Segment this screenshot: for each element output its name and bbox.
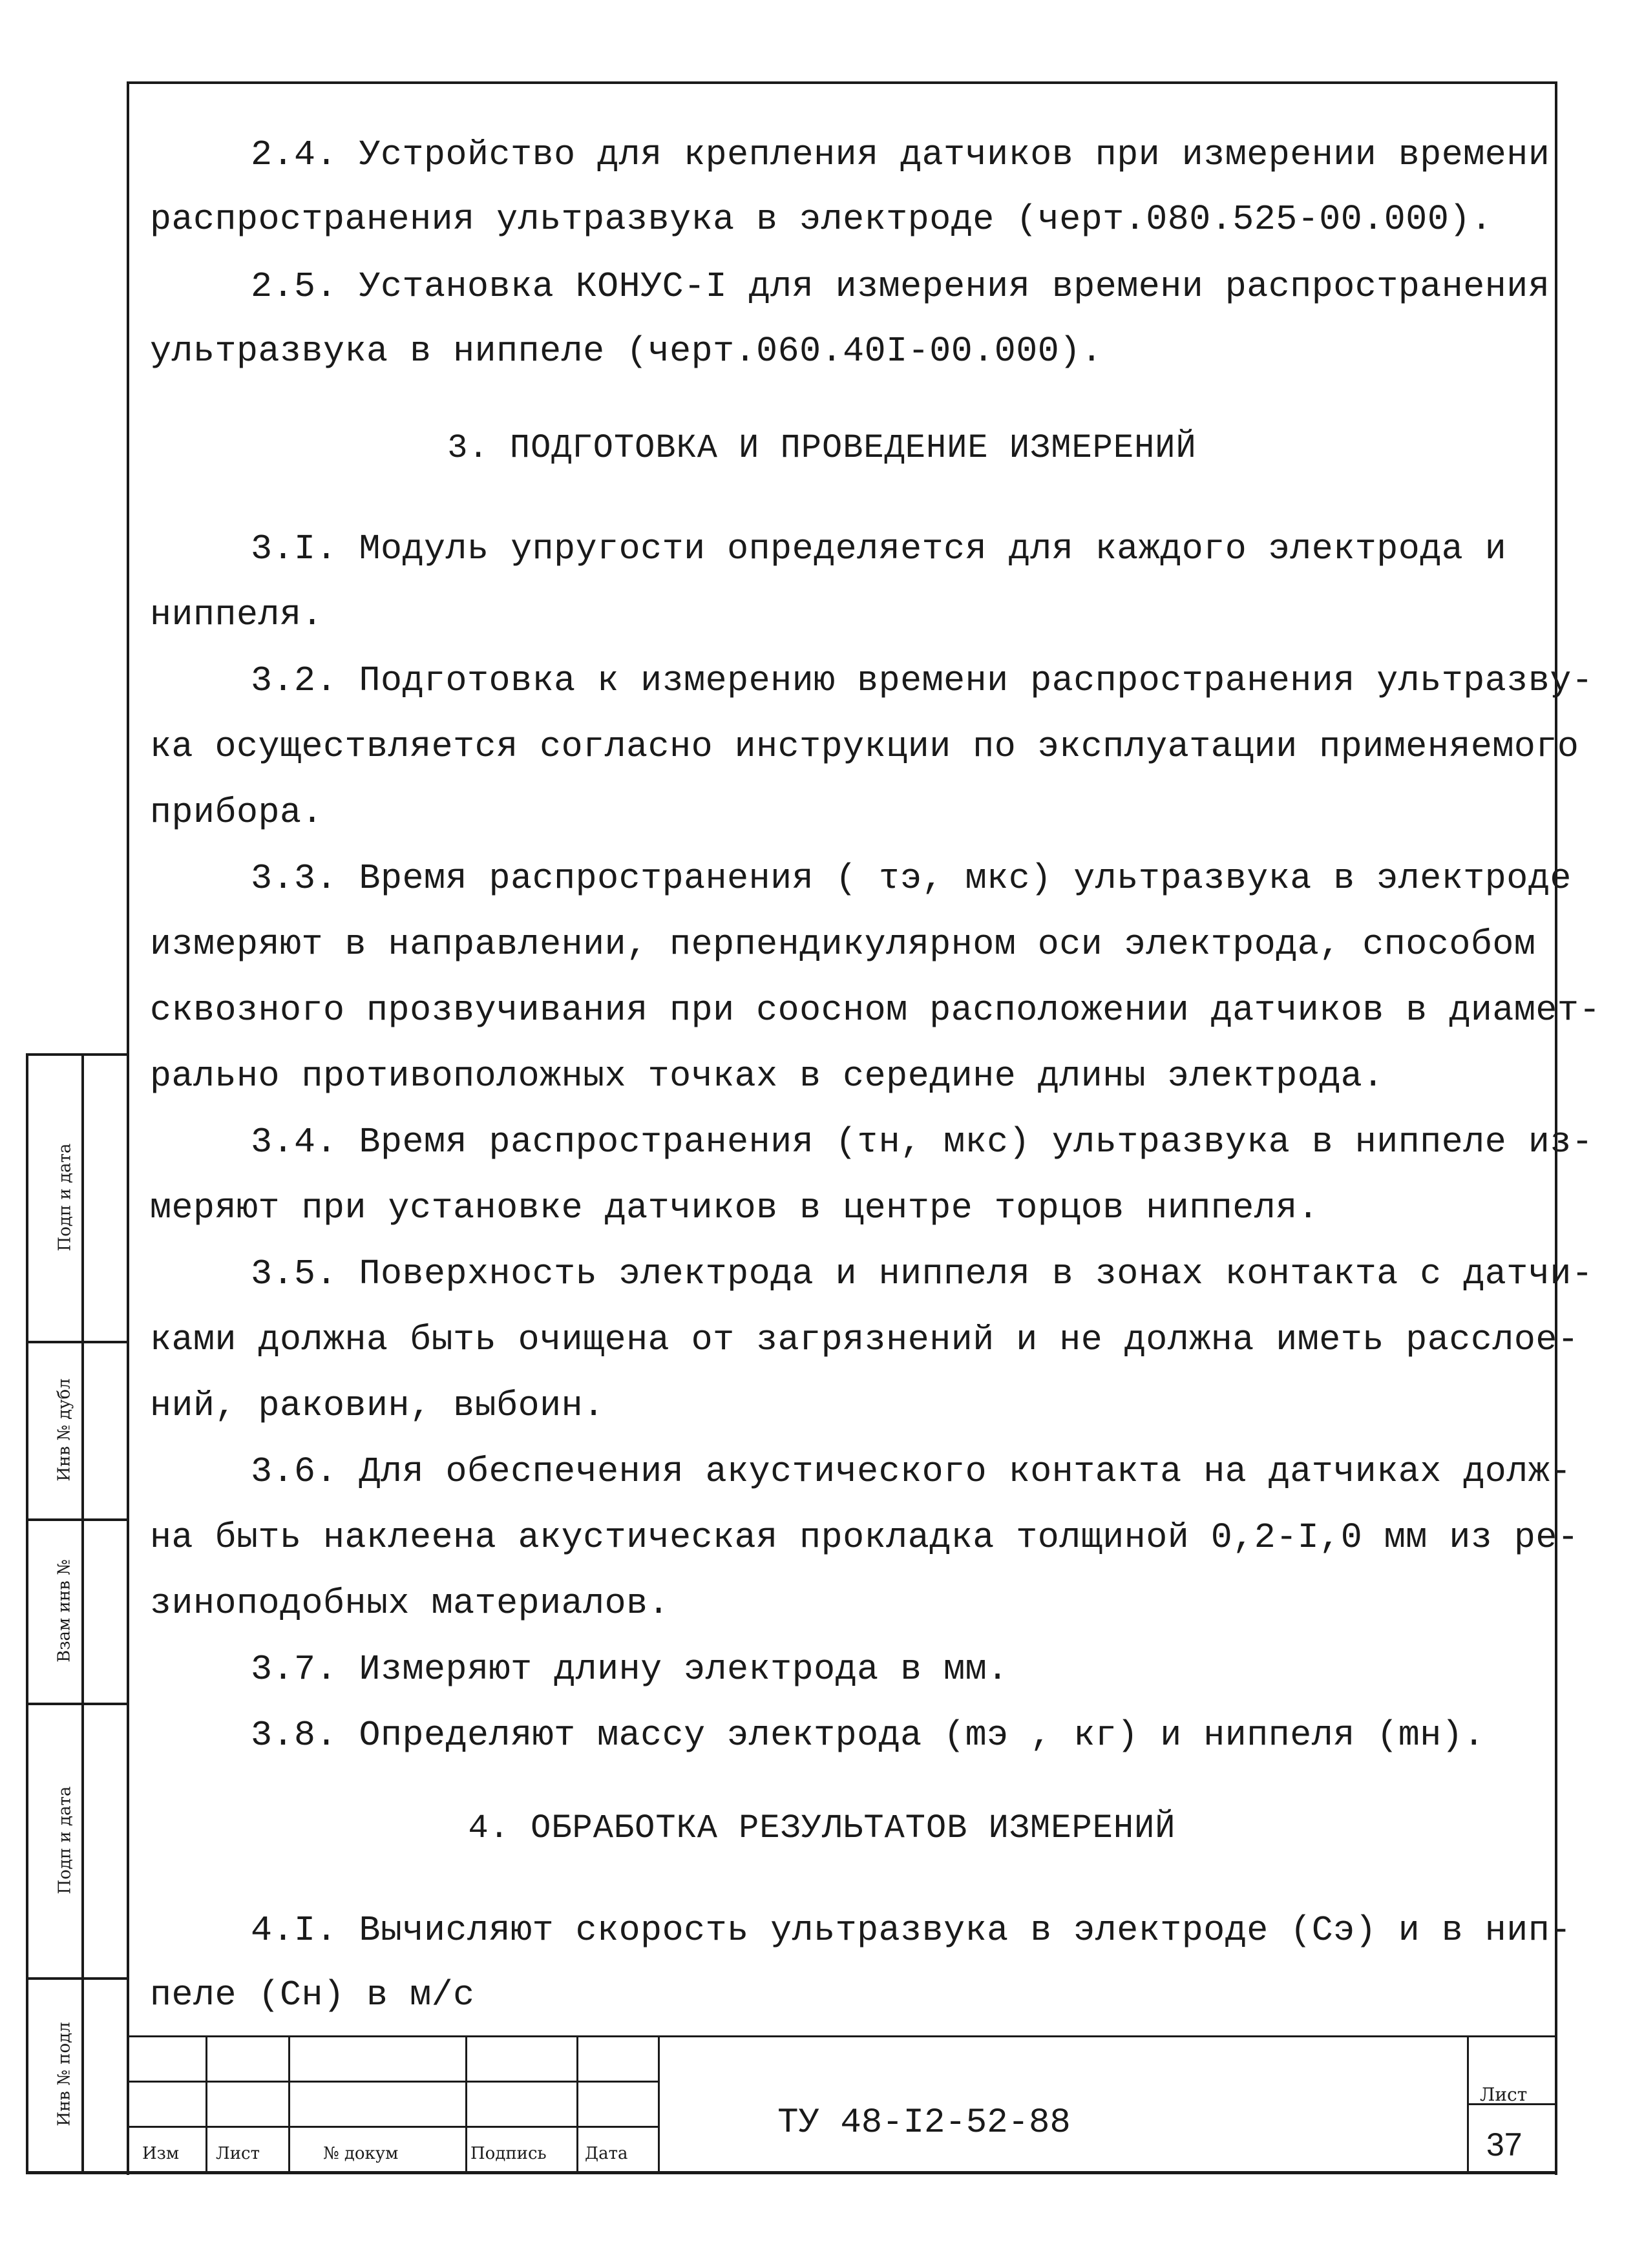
- stamp-label: Подп и дата: [55, 1143, 75, 1251]
- title-block-col: [658, 2035, 660, 2171]
- text-line: 3.6. Для обеспечения акустического контакта на датчиках долж-: [251, 1451, 1572, 1492]
- title-block-col: [465, 2035, 467, 2171]
- text-line: измеряют в направлении, перпендикулярном оси электрода, способом: [150, 924, 1536, 965]
- column-label-izm: Изм: [142, 2144, 180, 2163]
- text-line: на быть наклеена акустическая прокладка толщиной 0,2-I,0 мм из ре-: [150, 1517, 1579, 1558]
- text-line: меряют при установке датчиков в центре торцов ниппеля.: [150, 1188, 1320, 1228]
- text-line: зиноподобных материалов.: [150, 1583, 670, 1624]
- column-label-date: Дата: [585, 2144, 628, 2163]
- frame-bottom-border: [26, 2171, 1555, 2174]
- sheet-number: 37: [1486, 2126, 1523, 2163]
- text-line: 4.I. Вычисляют скорость ультразвука в электроде (Cэ) и в нип-: [251, 1910, 1572, 1951]
- margin-stamp: [26, 1053, 127, 2171]
- text-line: 3.4. Время распространения (τн, мкс) ультразвука в ниппеле из-: [251, 1122, 1594, 1162]
- title-block-row: [129, 2126, 658, 2128]
- text-line: ний, раковин, выбоин.: [150, 1385, 605, 1426]
- stamp-label: Взам инв №: [55, 1559, 75, 1663]
- text-line: сквозного прозвучивания при соосном расположении датчиков в диамет-: [150, 990, 1601, 1031]
- text-line: прибора.: [150, 792, 324, 833]
- title-block-top-border: [129, 2035, 1555, 2037]
- section-heading-4: 4. ОБРАБОТКА РЕЗУЛЬТАТОВ ИЗМЕРЕНИЙ: [468, 1809, 1176, 1847]
- sheet-label: Лист: [1480, 2084, 1528, 2105]
- text-line: ультразвука в ниппеле (черт.060.40I-00.000).: [150, 331, 1103, 372]
- column-label-list: Лист: [216, 2144, 260, 2163]
- column-label-signature: Подпись: [470, 2144, 547, 2163]
- stamp-border-left: [26, 1053, 28, 2171]
- text-line: 3.8. Определяют массу электрода (mэ , кг) и ниппеля (mн).: [251, 1715, 1485, 1756]
- section-heading-3: 3. ПОДГОТОВКА И ПРОВЕДЕНИЕ ИЗМЕРЕНИЙ: [447, 429, 1197, 467]
- stamp-label: Инв № дубл: [55, 1378, 74, 1482]
- text-line: распространения ультразвука в электроде (черт.080.525-00.000).: [150, 199, 1493, 240]
- title-block-col: [576, 2035, 578, 2171]
- stamp-divider: [81, 1053, 84, 2171]
- text-line: 3.2. Подготовка к измерению времени распространения ультразву-: [251, 660, 1594, 701]
- text-line: рально противоположных точках в середине длины электрода.: [150, 1056, 1384, 1097]
- stamp-label: Подп и дата: [55, 1786, 75, 1894]
- title-block-row: [129, 2081, 658, 2083]
- text-line: 3.7. Измеряют длину электрода в мм.: [251, 1649, 1009, 1690]
- text-line: пеле (Cн) в м/с: [150, 1975, 475, 2015]
- text-line: ка осуществляется согласно инструкции по эксплуатации применяемого: [150, 726, 1579, 767]
- title-block-col: [288, 2035, 290, 2171]
- text-line: 3.3. Время распространения ( τэ, мкс) ультразвука в электроде: [251, 858, 1572, 899]
- text-line: 2.4. Устройство для крепления датчиков при измерении времени: [251, 134, 1550, 175]
- text-line: 2.5. Установка КОНУС-I для измерения времени распространения: [251, 266, 1550, 307]
- text-line: 3.I. Модуль упругости определяется для каждого электрода и: [251, 529, 1507, 569]
- stamp-label: Инв № подл: [55, 2022, 74, 2126]
- document-code: ТУ 48-I2-52-88: [777, 2103, 1071, 2143]
- text-line: ками должна быть очищена от загрязнений и не должна иметь расслое-: [150, 1319, 1579, 1360]
- title-block-col: [206, 2035, 207, 2171]
- column-label-doc-number: № докум: [323, 2144, 399, 2163]
- text-line: 3.5. Поверхность электрода и ниппеля в зонах контакта с датчи-: [251, 1254, 1594, 1294]
- text-line: ниппеля.: [150, 594, 324, 635]
